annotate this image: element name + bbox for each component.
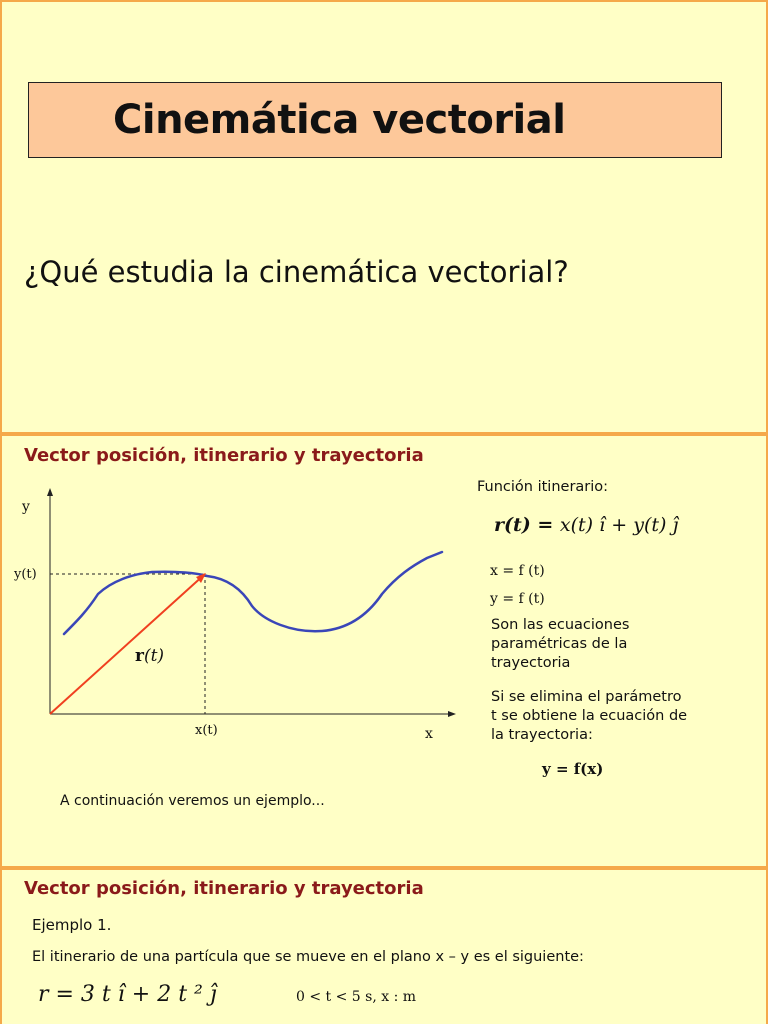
- xt-label: x(t): [195, 723, 218, 738]
- y-axis-arrow: [47, 488, 53, 496]
- section-title: Vector posición, itinerario y trayectoria: [24, 878, 424, 899]
- itinerary-equation: [494, 514, 678, 536]
- trajectory-curve: [64, 552, 442, 634]
- itinerary-equation-rhs: x(t) î + y(t) ĵ: [559, 514, 679, 536]
- eliminate-note-line-2: t se obtiene la ecuación de: [491, 708, 688, 724]
- parametric-note-line-3: trayectoria: [491, 655, 571, 671]
- eliminate-note-line-1: Si se elimina el parámetro: [491, 689, 682, 705]
- continuation-text: A continuación veremos un ejemplo...: [60, 793, 325, 809]
- y-axis-label: y: [22, 499, 30, 515]
- example-conditions: 0 < t < 5 s, x : m: [296, 989, 417, 1005]
- x-axis-label: x: [425, 726, 433, 742]
- example-statement: El itinerario de una partícula que se mueve en el plano x – y es el siguiente:: [32, 949, 584, 965]
- slide-example: [2, 870, 766, 1024]
- vector-label-bold: r: [135, 646, 144, 666]
- slide-title: [2, 2, 766, 432]
- section-title: Vector posición, itinerario y trayectoria: [24, 445, 424, 466]
- example-equation: r = 3 t î + 2 t ² ĵ: [38, 982, 217, 1007]
- itinerary-function-label: Función itinerario:: [477, 479, 609, 495]
- example-label: Ejemplo 1.: [32, 916, 112, 934]
- trajectory-equation: y = f(x): [542, 760, 604, 778]
- parametric-note-line-2: paramétricas de la: [491, 636, 628, 652]
- eliminate-note-line-3: la trayectoria:: [491, 727, 593, 743]
- y-parametric-equation: y = f (t): [490, 591, 545, 607]
- x-parametric-equation: x = f (t): [490, 563, 545, 579]
- x-axis-arrow: [448, 711, 456, 717]
- parametric-note-line-1: Son las ecuaciones: [491, 617, 630, 633]
- position-vector: [50, 574, 205, 714]
- trajectory-diagram: [2, 436, 462, 756]
- slide-position-vector: [2, 436, 766, 866]
- title-box: [28, 82, 722, 158]
- yt-label: y(t): [14, 567, 37, 582]
- vector-label: [135, 646, 164, 666]
- vector-label-arg: (t): [143, 646, 165, 666]
- intro-question: ¿Qué estudia la cinemática vectorial?: [24, 255, 569, 289]
- itinerary-equation-lhs: r(t) =: [494, 514, 560, 536]
- page-title: Cinemática vectorial: [113, 97, 566, 143]
